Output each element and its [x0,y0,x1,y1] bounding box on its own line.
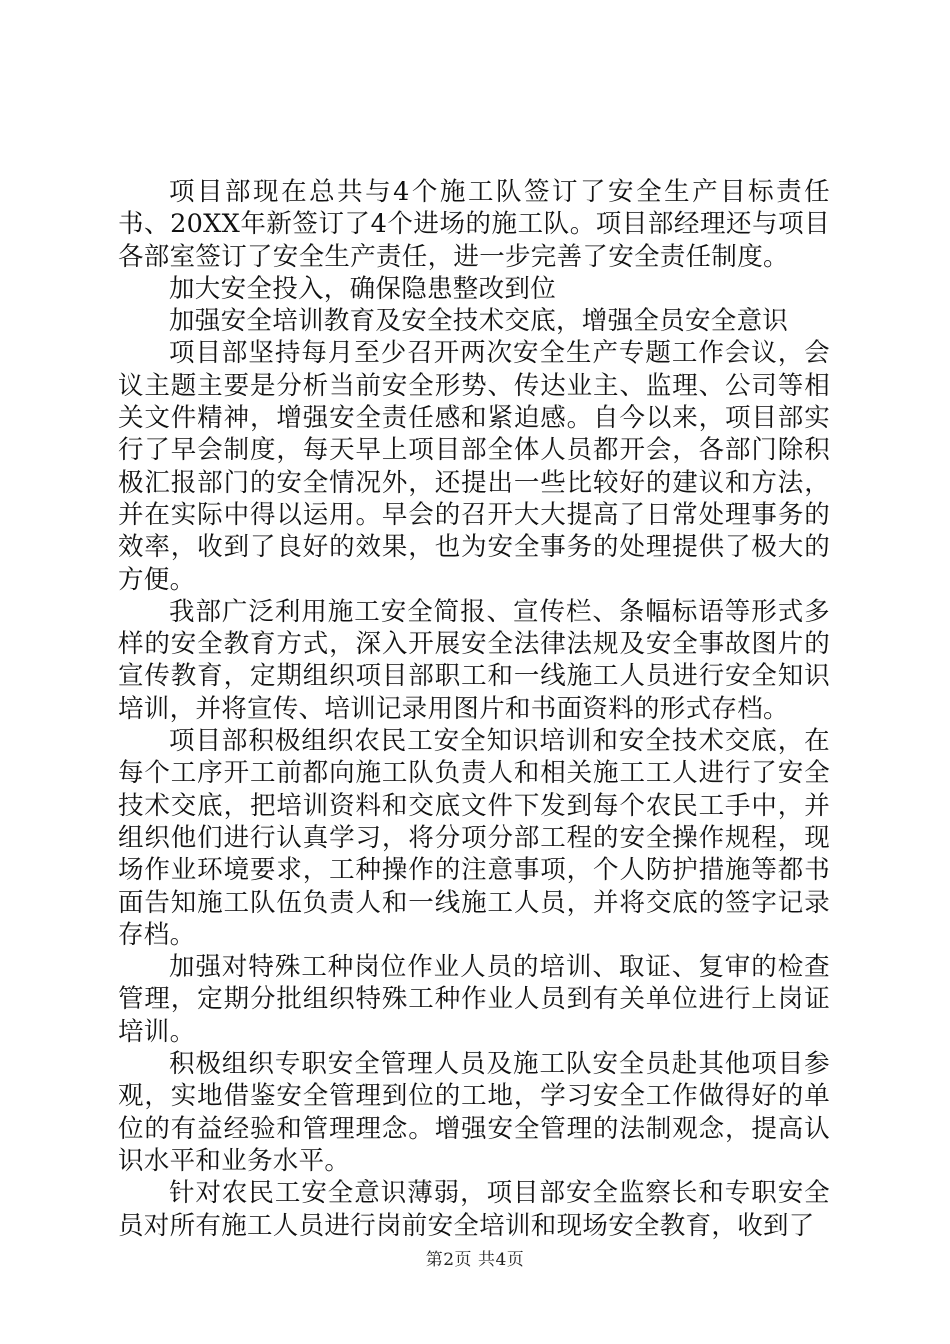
paragraph-safety-publicity: 我部广泛利用施工安全简报、宣传栏、条幅标语等形式多样的安全教育方式，深入开展安全法律法规及安全事故图片的宣传教育，定期组织项目部职工和一线施工人员进行安全知识培训，并将宣传、培训记录用图片和书面资料的形式存档。 [118,596,830,724]
document-body [118,176,830,1242]
page-number-footer: 第2页 共4页 [425,1250,525,1270]
paragraph-safety-meetings: 项目部坚持每月至少召开两次安全生产专题工作会议，会议主题主要是分析当前安全形势、传达业主、监理、公司等相关文件精神，增强安全责任感和紧迫感。自今以来，项目部实行了早会制度，每天早上项目部全体人员都开会，各部门除积极汇报部门的安全情况外，还提出一些比较好的建议和方法，并在实际中得以运用。早会的召开大大提高了日常处理事务的效率，收到了良好的效果，也为安全事务的处理提供了极大的方便。 [118,338,830,595]
paragraph-heading-safety-investment: 加大安全投入，确保隐患整改到位 [169,273,557,304]
paragraph-pre-job-training: 针对农民工安全意识薄弱，项目部安全监察长和专职安全员对所有施工人员进行岗前安全培训和现场安全教育，收到了 [118,1178,830,1241]
paragraph-site-visits: 积极组织专职安全管理人员及施工队安全员赴其他项目参观，实地借鉴安全管理到位的工地，学习安全工作做得好的单位的有益经验和管理理念。增强安全管理的法制观念，提高认识水平和业务水平。 [118,1049,830,1176]
paragraph-worker-training: 项目部积极组织农民工安全知识培训和安全技术交底，在每个工序开工前都向施工队负责人和相关施工工人进行了安全技术交底，把培训资料和交底文件下发到每个农民工手中，并组织他们进行认真学习，将分项分部工程的安全操作规程，现场作业环境要求，工种操作的注意事项，个人防护措施等都书面告知施工队伍负责人和一线施工人员，并将交底的签字记录存档。 [118,726,830,950]
paragraph-special-trades: 加强对特殊工种岗位作业人员的培训、取证、复审的检查管理，定期分批组织特殊工种作业人员到有关单位进行上岗证培训。 [118,952,830,1047]
paragraph-heading-safety-training: 加强安全培训教育及安全技术交底，增强全员安全意识 [169,306,789,337]
paragraph-responsibility-contracts: 项目部现在总共与4个施工队签订了安全生产目标责任书、20XX年新签订了4个进场的施工队。项目部经理还与项目各部室签订了安全生产责任，进一步完善了安全责任制度。 [118,177,830,272]
